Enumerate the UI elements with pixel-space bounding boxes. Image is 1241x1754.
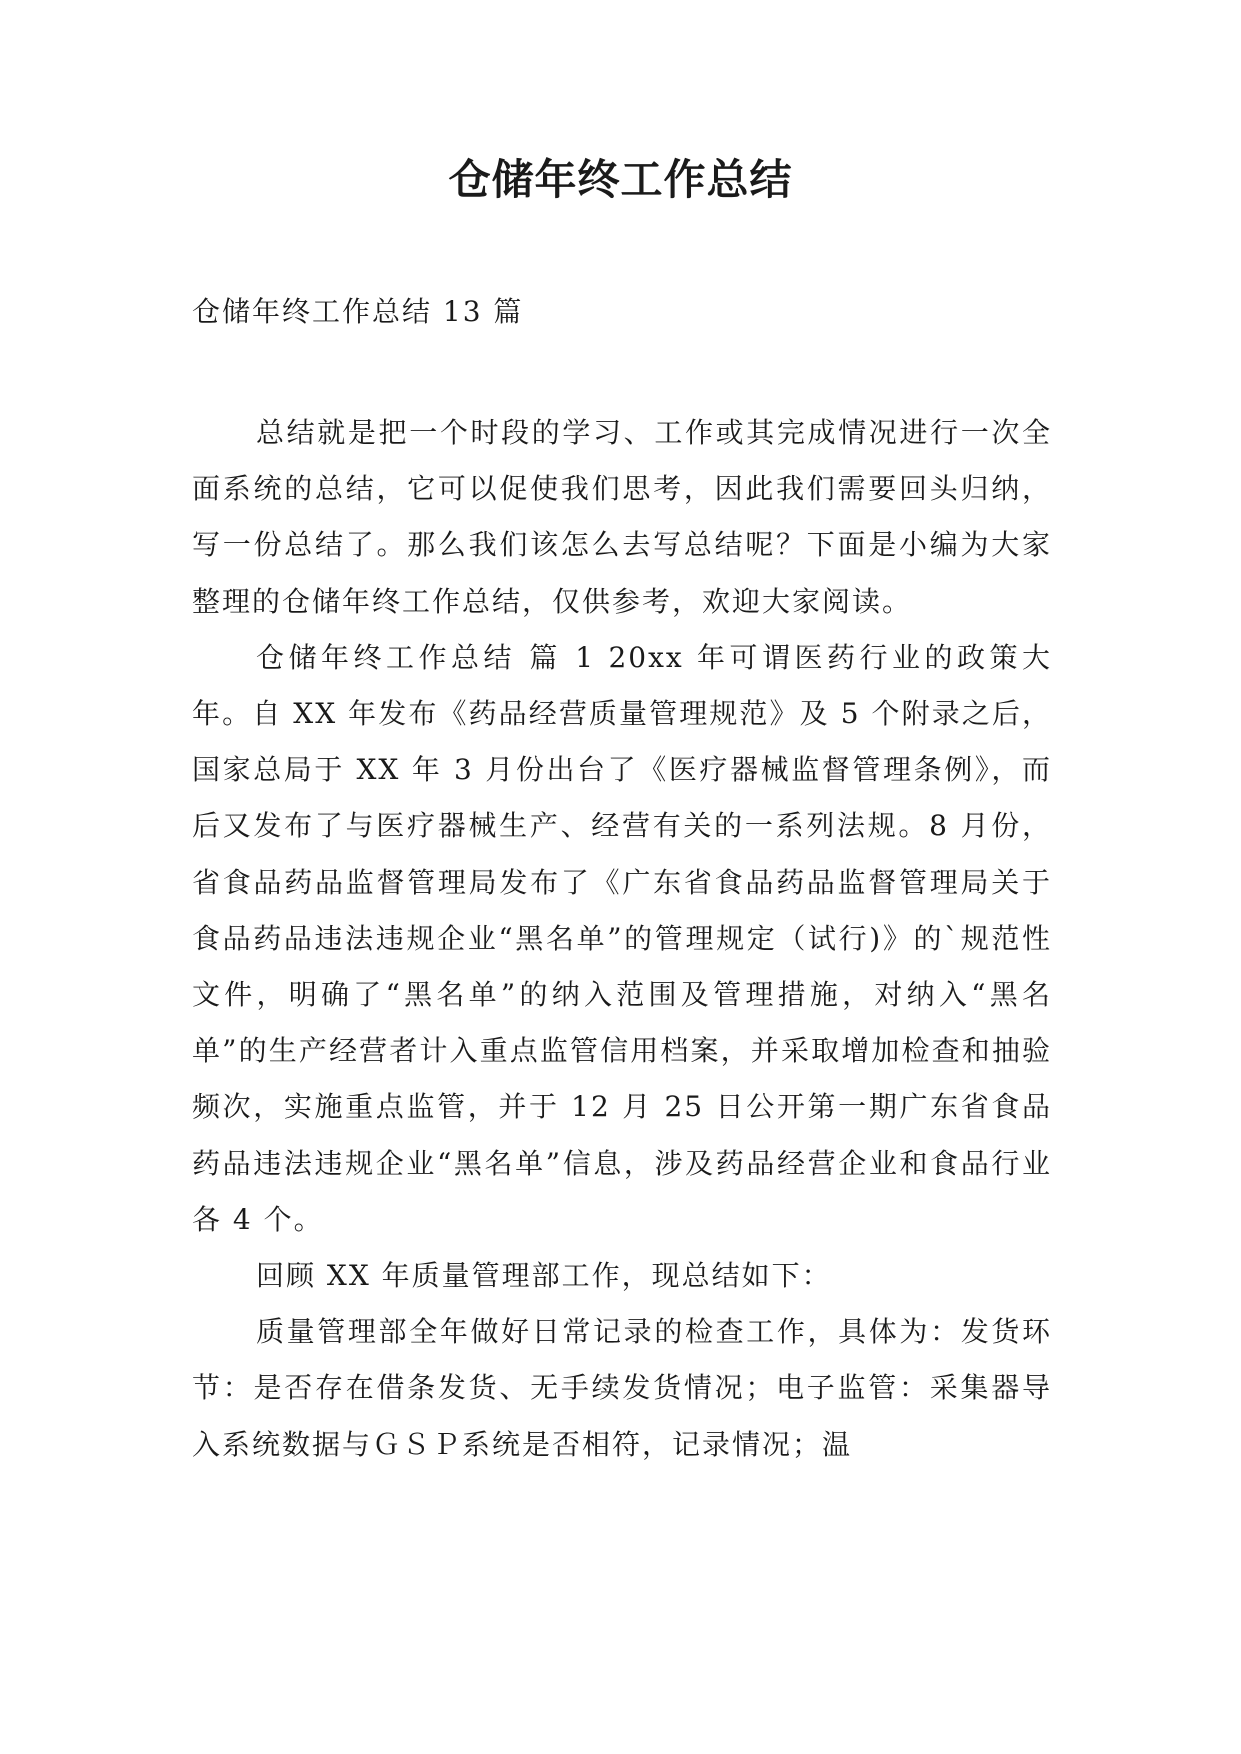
paragraph-intro: 总结就是把一个时段的学习、工作或其完成情况进行一次全面系统的总结，它可以促使我们思考，因此我们需要回头归纳，写一份总结了。那么我们该怎么去写总结呢？下面是小编为大家整理的仓储年终工作总结，仅供参考，欢迎大家阅读。 [192,416,1052,618]
paragraph-quality-checks: 质量管理部全年做好日常记录的检查工作，具体为：发货环节：是否存在借条发货、无手续发货情况；电子监管：采集器导入系统数据与ＧＳＰ系统是否相符，记录情况；温 [192,1315,1052,1461]
paragraph-review: 回顾 XX 年质量管理部工作，现总结如下： [256,1259,832,1293]
document-title: 仓储年终工作总结 [448,155,793,204]
document-subtitle: 仓储年终工作总结 13 篇 [192,295,524,328]
paragraph-part-1: 仓储年终工作总结 篇 1 20xx 年可谓医药行业的政策大年。自 XX 年发布《药品经营质量管理规范》及 5 个附录之后，国家总局于 XX 年 3 月份出台了《医疗器械监督管理条例》，而后又发布了与医疗器械生产、经营有关的一系列法规。8 月份，省食品药品监督管理局发布了《广东省食品药品监督管理局关于食品药品违法违规企业“黑名单”的管理规定（试行)》的`规范性文件，明确了“黑名单”的纳入范围及管理措施，对纳入“黑名单”的生产经营者计入重点监管信用档案，并采取增加检查和抽验频次，实施重点监管，并于 12 月 25 日公开第一期广东省食品药品违法违规企业“黑名单”信息，涉及药品经营企业和食品行业各 4 个。 [192,640,1052,1236]
document-body [192,405,1052,1473]
